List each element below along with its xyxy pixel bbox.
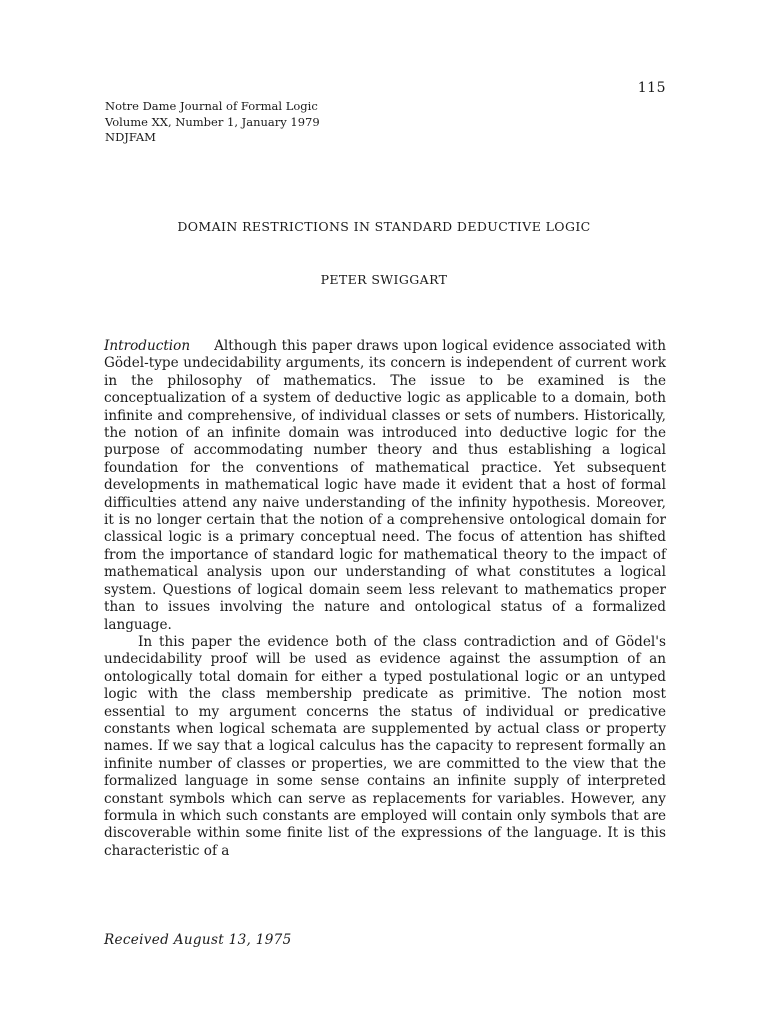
journal-name: Notre Dame Journal of Formal Logic [105, 99, 318, 113]
section-label: Introduction [104, 338, 191, 354]
article-author: PETER SWIGGART [320, 272, 448, 287]
journal-code: NDJFAM [105, 130, 156, 144]
article-title: DOMAIN RESTRICTIONS IN STANDARD DEDUCTIVE LOGIC [177, 219, 591, 234]
page-number: 115 [637, 80, 666, 96]
paragraph-2: In this paper the evidence both of the class contradiction and of Gödel's undecidability proof will be used as evidence against the assumption of an ontologically total domain for either a typed postulational logic or an untyped logic with the class membership predicate as primitive. The notion most essential to my argument concerns the status of individual or predicative constants when logical schemata are supplemented by actual class or property names. If we say that a logical calculus has the capacity to represent formally an infinite number of classes or properties, we are committed to the view that the formalized language in some sense contains an infinite supply of interpreted constant symbols which can serve as replacements for variables. However, any formula in which such constants are employed will contain only symbols that are discoverable within some finite list of the expressions of the language. It is this characteristic of a [104, 633, 666, 859]
journal-issue: Volume XX, Number 1, January 1979 [105, 114, 320, 129]
journal-header [105, 99, 320, 146]
paragraph-introduction [104, 338, 666, 634]
paragraph-1-text: Although this paper draws upon logical evidence associated with Gödel-type undecidability arguments, its concern is independent of current work in the philosophy of mathematics. The issue to be examined is the conceptualization of a system of deductive logic as applicable to a domain, both infinite and comprehensive, of individual classes or sets of numbers. Historically, the notion of an infinite domain was introduced into deductive logic for the purpose of accommodating number theory and thus establishing a logical foundation for the conventions of mathematical practice. Yet subsequent developments in mathematical logic have made it evident that a host of formal difficulties attend any naive understanding of the infinity hypothesis. Moreover, it is no longer certain that the notion of a comprehensive ontological domain for classical logic is a primary conceptual need. The focus of attention has shifted from the importance of standard logic for mathematical theory to the impact of mathematical analysis upon our understanding of what constitutes a logical system. Questions of logical domain seem less relevant to mathematics proper than to issues involving the nature and ontological status of a formalized language. [104, 338, 666, 633]
article-body [104, 338, 666, 860]
received-date: Received August 13, 1975 [104, 932, 292, 948]
